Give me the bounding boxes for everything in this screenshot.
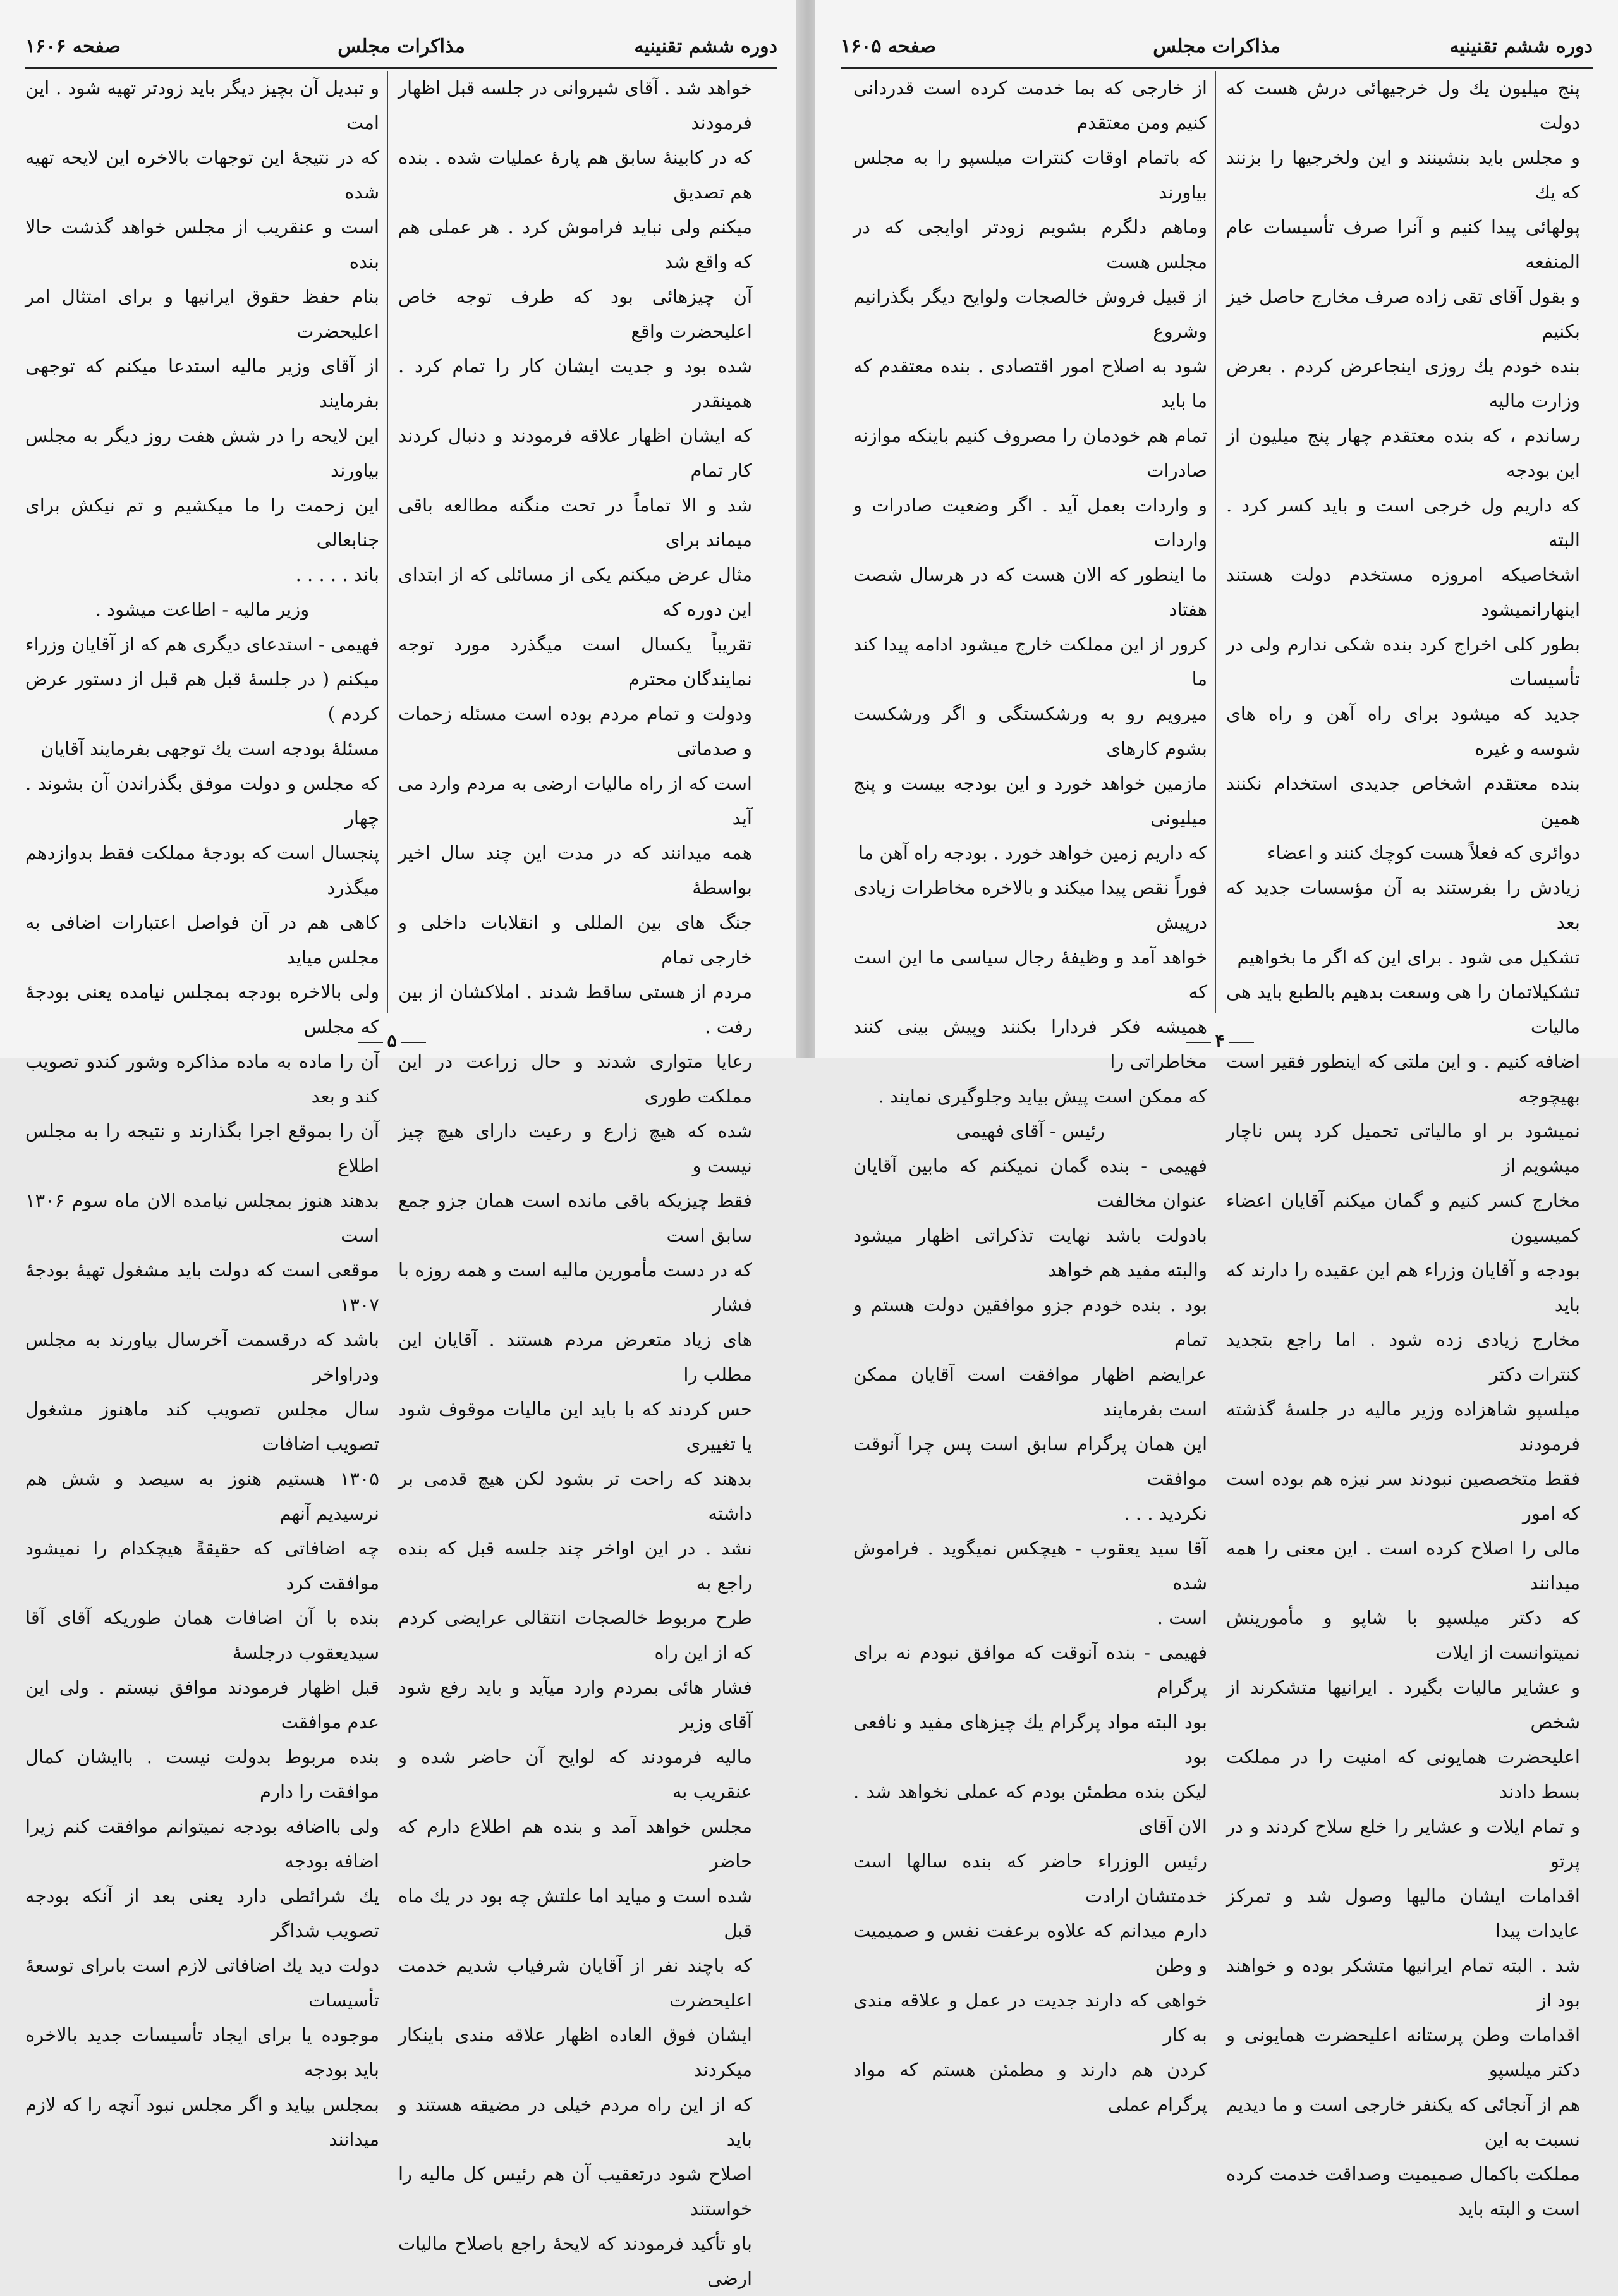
right-page-right-column	[1226, 71, 1580, 2220]
text-line: ميلسپو شاهزاده وزير ماليه در جلسهٔ گذشته فرمودند	[1226, 1398, 1580, 1455]
text-line: شد و الا تماماً در تحت منگنه مطالعه باقى ميماند براى	[398, 494, 752, 551]
text-line: بادولت باشد نهايت تذكراتى اظهار ميشود والبته مفيد هم خواهد	[853, 1224, 1207, 1281]
text-line: جديد كه ميشود براى راه آهن و راه هاى شوسه و غيره	[1226, 703, 1580, 759]
text-line: موجوده يا براى ايجاد تأسيسات جديد بالاخره بايد بودجه	[25, 2024, 379, 2080]
text-line: تشكيل مى شود . براى اين كه اگر ما بخواهيم	[1237, 946, 1580, 968]
text-line: رساندم ، كه بنده معتقدم چهار پنج ميليون از اين بودجه	[1226, 425, 1580, 481]
text-line: پولهائى پيدا كنيم و آنرا صرف تأسيسات عام المنفعه	[1226, 216, 1580, 272]
text-line: كاهى هم در آن فواصل اعتبارات اضافى به مجلس ميايد	[25, 912, 379, 968]
right-header-title: مذاكرات مجلس	[1153, 35, 1280, 58]
text-line: بود البته مواد پرگرام يك چيزهاى مفيد و نافعى بود	[853, 1711, 1207, 1768]
text-line: است كه از راه ماليات ارضى به مردم وارد مى آيد	[398, 772, 752, 829]
text-line: ميكنم ( در جلسهٔ قبل هم قبل از دستور عرض كردم )	[25, 668, 379, 724]
right-header-series: دوره ششم تقنينيه	[1449, 35, 1593, 58]
text-line: تشكيلاتمان را هى وسعت بدهيم بالطبع بايد هى ماليات	[1226, 981, 1580, 1037]
text-line: از قبيل فروش خالصجات ولوايح ديگر بگذرانيم وشروع	[853, 286, 1207, 342]
text-line: جنگ هاى بين المللى و انقلابات داخلى و خارجى تمام	[398, 912, 752, 968]
text-line: مخارج زيادى زده شود . اما راجع بتجديد كنترات دكتر	[1226, 1329, 1580, 1385]
text-line: آن را بموقع اجرا بگذارند و نتيجه را به مجلس اطلاع	[25, 1120, 379, 1176]
text-line: كه مجلس و دولت موفق بگذراندن آن بشوند . چهار	[25, 772, 379, 829]
text-line: نشد . در اين اواخر چند جلسه قبل كه بنده راجع به	[398, 1537, 752, 1594]
text-line: بطور كلى اخراج كرد بنده شكى ندارم ولى در تأسيسات	[1226, 633, 1580, 690]
text-line: بدهند هنوز بمجلس نيامده الان ماه سوم ۱۳۰۶ است	[25, 1190, 379, 1246]
text-line: اين لايحه را در شش هفت روز ديگر به مجلس بياورند	[25, 425, 379, 481]
text-line: مجلس خواهد آمد و بنده هم اطلاع دارم كه حاضر	[398, 1816, 752, 1872]
text-line: اين همان پرگرام سابق است پس چرا آنوقت موافقت	[853, 1433, 1207, 1489]
text-line: از خارجى كه بما خدمت كرده است قدردانى كنيم ومن معتقدم	[853, 77, 1207, 133]
text-line: اصلاح شود درتعقيب آن هم رئيس كل ماليه را خواستند	[398, 2163, 752, 2220]
text-line: بنده خودم يك روزى اينجاعرض كردم . بعرض وزارت ماليه	[1226, 355, 1580, 412]
text-line: وزير ماليه - اطاعت ميشود .	[95, 599, 310, 620]
text-line: و مجلس بايد بنشينند و اين ولخرجيها را بزنند كه يك	[1226, 147, 1580, 203]
text-line: دوائرى كه فعلاً هست كوچك كنند و اعضاء	[1267, 842, 1580, 864]
text-line: ميرويم رو به ورشكستگى و اگر ورشكست بشوم كارهاى	[853, 703, 1207, 759]
left-header-title: مذاكرات مجلس	[338, 35, 465, 58]
text-line: بدهند كه راحت تر بشود لكن هيچ قدمى بر داشته	[398, 1468, 752, 1524]
text-line: مملكت باكمال صميميت وصداقت خدمت كرده است و البته بايد	[1226, 2163, 1580, 2220]
column-divider	[387, 71, 388, 1013]
text-line: بنده مربوط بدولت نيست . باايشان كمال موافقت را دارم	[25, 1746, 379, 1802]
text-line: دولت ديد يك اضافاتى لازم است باىراى توسعهٔ تأسيسات	[25, 1955, 379, 2011]
text-line: مالى را اصلاح كرده است . اين معنى را همه ميدانند	[1226, 1537, 1580, 1594]
text-line: فقط چيزيكه باقى مانده است همان جزو جمع سابق است	[398, 1190, 752, 1246]
text-line: بنام حفظ حقوق ايرانيها و براى امتثال امر اعليحضرت	[25, 286, 379, 342]
text-line: فقط متخصصين نبودند سر نيزه هم بوده است كه امور	[1226, 1468, 1580, 1524]
text-line: همه ميدانند كه در مدت اين چند سال اخير بواسطهٔ	[398, 842, 752, 898]
text-line: ولى بااضافه بودجه نميتوانم موافقت كنم زيرا اضافه بودجه	[25, 1816, 379, 1872]
text-line: رعايا متوارى شدند و حال زراعت در اين مملكت طورى	[398, 1051, 752, 1107]
right-page-header	[841, 30, 1593, 69]
text-line: ميكنم ولى نبايد فراموش كرد . هر عملى هم كه واقع شد	[398, 216, 752, 272]
text-line: كه ايشان اظهار علاقه فرمودند و دنبال كردند كار تمام	[398, 425, 752, 481]
text-line: ليكن بنده مطمئن بودم كه عملى نخواهد شد . الان آقاى	[853, 1781, 1207, 1837]
text-line: شده است و ميايد اما علتش چه بود در يك ماه قبل	[398, 1885, 752, 1941]
text-line: آن را ماده به ماده مذاكره وشور كندو تصويب كند و بعد	[25, 1051, 379, 1107]
text-line: رئيس - آقاى فهيمى	[956, 1120, 1105, 1142]
text-line: مازمين خواهد خورد و اين بودجه بيست و پنج ميليونى	[853, 772, 1207, 829]
right-page-footer-number: ۴	[1169, 1030, 1270, 1051]
text-line: اعليحضرت همايونى كه امنيت را در مملكت بسط دادند	[1226, 1746, 1580, 1802]
text-line: مخارج كسر كنيم و گمان ميكنم آقايان اعضاء كميسيون	[1226, 1190, 1580, 1246]
text-line: قبل اظهار فرمودند موافق نيستم . ولى اين عدم موافقت	[25, 1676, 379, 1733]
left-header-series: دوره ششم تقنينيه	[634, 35, 777, 58]
left-page-header	[25, 30, 777, 69]
left-page	[0, 0, 803, 2289]
text-line: كرور از اين مملكت خارج ميشود ادامه پيدا كند ما	[853, 633, 1207, 690]
text-line: مثال عرض ميكنم يكى از مسائلى كه از ابتداى اين دوره كه	[398, 564, 752, 620]
text-line: اقدامات ايشان ماليها وصول شد و تمركز عايدات پيدا	[1226, 1885, 1580, 1941]
left-header-page-number: صفحه ۱۶۰۶	[25, 35, 121, 58]
text-line: فوراً نقص پيدا ميكند و بالاخره مخاطرات زيادى درپيش	[853, 877, 1207, 933]
text-line: شده كه هيچ زارع و رعيت داراى هيچ چيز نيست و	[398, 1120, 752, 1176]
text-line: كه در دست مأمورين ماليه است و همه روزه با فشار	[398, 1259, 752, 1316]
text-line: اشخاصيكه امروزه مستخدم دولت هستند اينهارانميشود	[1226, 564, 1580, 620]
text-line: فهيمى - استدعاى ديگرى هم كه از آقايان وزراء	[25, 633, 379, 655]
text-line: كه داريم ول خرجى است و بايد كسر كرد . البته	[1226, 494, 1580, 551]
left-page-right-column	[398, 71, 752, 2289]
text-line: اين زحمت را ما ميكشيم و تم نيكش براى جنابعالى	[25, 494, 379, 551]
text-line: كه در كابينهٔ سابق هم پارهٔ عمليات شده . بنده هم تصديق	[398, 147, 752, 203]
column-divider	[1215, 71, 1216, 1013]
text-line: ماليه فرمودند كه لوايح آن حاضر شده و عنقريب به	[398, 1746, 752, 1802]
text-line: طرح مربوط خالصجات انتقالى عرايضى كردم كه از اين راه	[398, 1607, 752, 1663]
text-line: كه از اين راه مردم خيلى در مضيقه هستند و بايد	[398, 2094, 752, 2150]
text-line: عرايضم اظهار موافقت است آقايان ممكن است بفرمايند	[853, 1364, 1207, 1420]
text-line: وماهم دلگرم بشويم زودتر اوايجى كه در مجلس هست	[853, 216, 1207, 272]
text-line: خواهد شد . آقاى شيروانى در جلسه قبل اظهار فرمودند	[398, 77, 752, 133]
right-page	[815, 0, 1618, 2220]
text-line: تمام هم خودمان را مصروف كنيم باينكه موازنه صادرات	[853, 425, 1207, 481]
text-line: فشار هائى بمردم وارد ميآيد و بايد رفع شود آقاى وزير	[398, 1676, 752, 1733]
text-line: موقعى است كه دولت بايد مشغول تهيهٔ بودجهٔ ۱۳۰۷	[25, 1259, 379, 1316]
text-line: پنج ميليون يك ول خرجيهائى درش هست كه دولت	[1226, 77, 1580, 133]
text-line: فهيمى - بنده آنوقت كه موافق نبودم نه براى پرگرام	[853, 1642, 1207, 1698]
text-line: و تمام ايلات و عشاير را خلع سلاح كردند و در پرتو	[1226, 1816, 1580, 1872]
right-page-left-column	[853, 71, 1207, 2115]
text-line: كه دكتر ميلسپو با شاپو و مأمورينش نميتوانست از ايلات	[1226, 1607, 1580, 1663]
text-line: فهيمى - بنده گمان نميكنم كه مابين آقايان عنوان مخالفت	[853, 1155, 1207, 1211]
text-line: است و عنقريب از مجلس خواهد گذشت حالا بنده	[25, 216, 379, 272]
text-line: باو تأكيد فرمودند كه لايحهٔ راجع باصلاح ماليات ارضى	[398, 2233, 752, 2289]
text-line: رئيس الوزراء حاضر كه بنده سالها است خدمتشان ارادت	[853, 1850, 1207, 1907]
text-line: شود به اصلاح امور اقتصادى . بنده معتقدم كه ما بايد	[853, 355, 1207, 412]
text-line: و واردات بعمل آيد . اگر وضعيت صادرات و واردات	[853, 494, 1207, 551]
text-line: خواهى كه دارند جديت در عمل و علاقه مندى به كار	[853, 1989, 1207, 2046]
text-line: بود . بنده خودم جزو موافقين دولت هستم و تمام	[853, 1294, 1207, 1350]
left-page-left-column	[25, 71, 379, 2150]
text-line: بمجلس بيايد و اگر مجلس نبود آنچه را كه لازم ميدانند	[25, 2094, 379, 2150]
text-line: نميشود بر او مالياتى تحميل كرد پس ناچار ميشويم از	[1226, 1120, 1580, 1176]
text-line: پنجسال است كه بودجهٔ مملكت فقط بدوازدهم ميگذرد	[25, 842, 379, 898]
text-line: زيادش را بفرستند به آن مؤسسات جديد كه بعد	[1226, 877, 1580, 933]
text-line: هم از آنجائى كه يكنفر خارجى است و ما ديديم نسبت به اين	[1226, 2094, 1580, 2150]
text-line: باشد كه درقسمت آخرسال بياورند به مجلس ودراواخر	[25, 1329, 379, 1385]
text-line: خواهد آمد و وظيفهٔ رجال سياسى ما اين است كه	[853, 946, 1207, 1003]
text-line: شده بود و جديت ايشان كار را تمام كرد . همينقدر	[398, 355, 752, 412]
text-line: چه اضافاتى كه حقيقةً هيچكدام را نميشود موافقت كرد	[25, 1537, 379, 1594]
text-line: ۱۳۰۵ هستيم هنوز به سيصد و شش هم نرسيديم آنهم	[25, 1468, 379, 1524]
text-line: كه در نتيجهٔ اين توجهات بالاخره اين لايحه تهيه شده	[25, 147, 379, 203]
text-line: بودجه و آقايان وزراء هم اين عقيده را دارند كه بايد	[1226, 1259, 1580, 1316]
text-line: يك شرائطى دارد يعنى بعد از آنكه بودجه تصويب شداگر	[25, 1885, 379, 1941]
text-line: كردن هم دارند و مطمئن هستم كه مواد پرگرام عملى	[853, 2059, 1207, 2115]
text-line: ولى بالاخره بودجه بمجلس نيامده يعنى بودجهٔ كه مجلس	[25, 981, 379, 1037]
text-line: و تبديل آن بچيز ديگر بايد زودتر تهيه شود . اين امت	[25, 77, 379, 133]
text-line: هميشه فكر فردارا بكنند وپيش بينى كنند مخاطراتى را	[853, 1016, 1207, 1072]
text-line: شد . البته تمام ايرانيها متشكر بوده و خواهند بود از	[1226, 1955, 1580, 2011]
text-line: اضافه كنيم . و اين ملتى كه اينطور فقير است بهيچوجه	[1226, 1051, 1580, 1107]
text-line: بنده با آن اضافات همان طوريكه آقاى آقا سيديعقوب درجلسهٔ	[25, 1607, 379, 1663]
text-line: و عشاير ماليات بگيرد . ايرانيها متشكرند از شخص	[1226, 1676, 1580, 1733]
text-line: است .	[1157, 1607, 1207, 1628]
text-line: هاى زياد متعرض مردم هستند . آقايان اين مطلب را	[398, 1329, 752, 1385]
text-line: و بقول آقاى تقى زاده صرف مخارج حاصل خيز بكنيم	[1226, 286, 1580, 342]
text-line: دارم ميدانم كه علاوه برعفت نفس و صميميت و وطن	[853, 1920, 1207, 1976]
text-line: كه داريم زمين خواهد خورد . بودجه راه آهن ما	[858, 842, 1207, 864]
text-line: نكرديد . . .	[1124, 1503, 1207, 1524]
text-line: باند . . . . .	[295, 564, 379, 585]
text-line: تقريباً يكسال است ميگذرد مورد توجه نمايندگان محترم	[398, 633, 752, 690]
text-line: آن چيزهائى بود كه طرف توجه خاص اعليحضرت واقع	[398, 286, 752, 342]
text-line: مسئلهٔ بودجه است يك توجهى بفرمايند آقايان	[40, 738, 379, 759]
text-line: مردم از هستى ساقط شدند . املاكشان از بين رفت .	[398, 981, 752, 1037]
text-line: ايشان فوق العاده اظهار علاقه مندى باينكار ميكردند	[398, 2024, 752, 2080]
text-line: بنده معتقدم اشخاص جديدى استخدام نكنند همين	[1226, 772, 1580, 829]
text-line: كه ممكن است پيش بيايد وجلوگيرى نمايند .	[878, 1085, 1207, 1107]
text-line: حس كردند كه با بايد اين ماليات موقوف شود يا تغييرى	[398, 1398, 752, 1455]
text-line: ودولت و تمام مردم بوده است مسئله زحمات و صدماتى	[398, 703, 752, 759]
text-line: از آقاى وزير ماليه استدعا ميكنم كه توجهى بفرمايند	[25, 355, 379, 412]
left-page-footer-number: ۵	[341, 1030, 442, 1051]
text-line: سال مجلس تصويب كند ماهنوز مشغول تصويب اضافات	[25, 1398, 379, 1455]
text-line: اقدامات وطن پرستانه اعليحضرت همايونى و دكتر ميلسپو	[1226, 2024, 1580, 2080]
text-line: آقا سيد يعقوب - هيچكس نميگويد . فراموش شده	[853, 1537, 1207, 1594]
right-header-page-number: صفحه ۱۶۰۵	[841, 35, 936, 58]
text-line: ما اينطور كه الان هست كه در هرسال شصت هفتاد	[853, 564, 1207, 620]
text-line: كه باچند نفر از آقايان شرفياب شديم خدمت اعليحضرت	[398, 1955, 752, 2011]
text-line: كه باتمام اوقات كنترات ميلسپو را به مجلس بياورند	[853, 147, 1207, 203]
